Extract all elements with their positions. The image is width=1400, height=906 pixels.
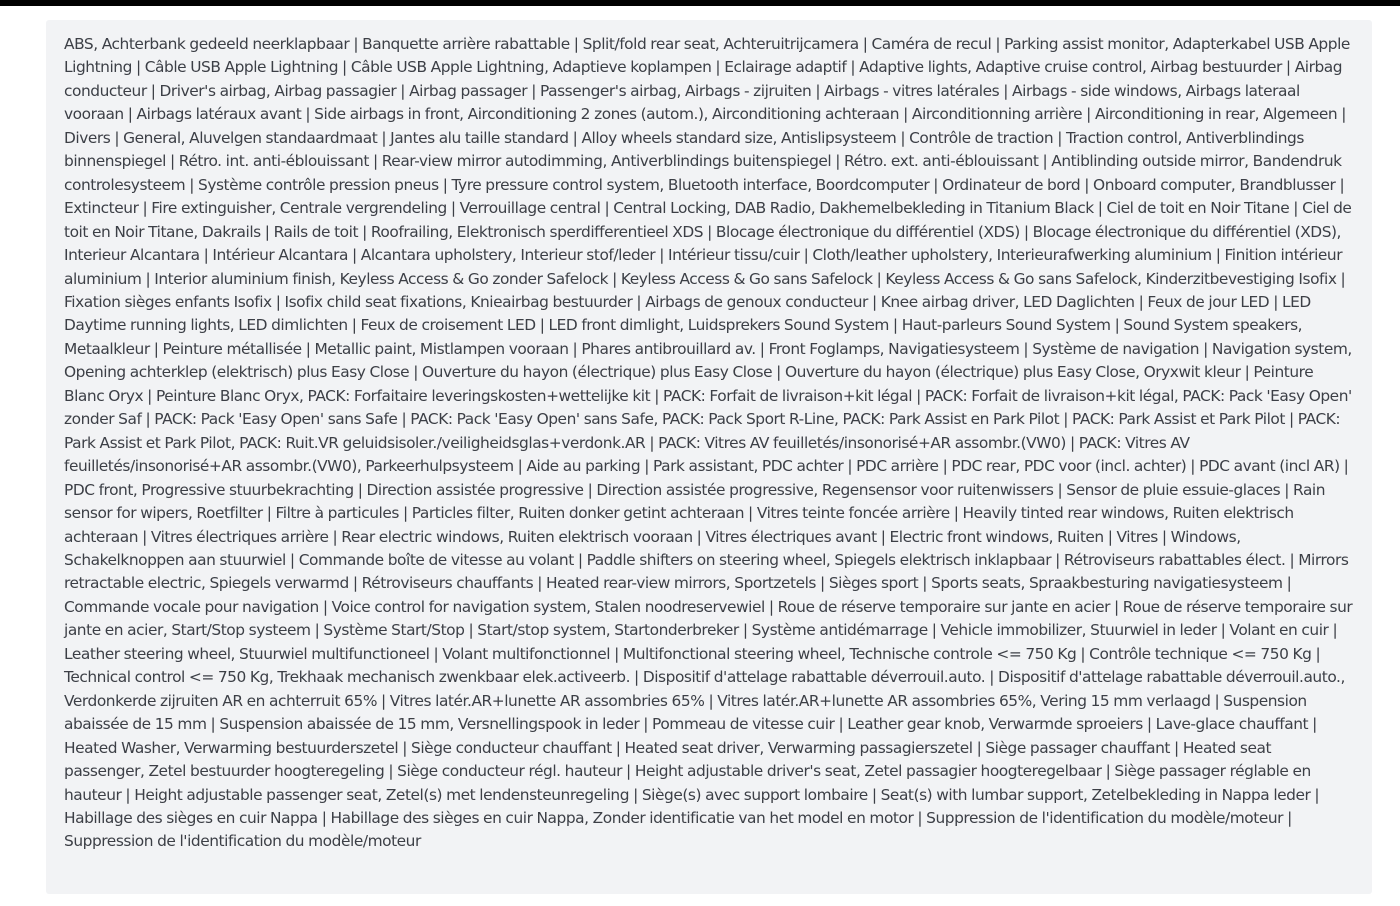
top-edge-bar xyxy=(0,0,1400,6)
equipment-list-text: ABS, Achterbank gedeeld neerklapbaar | Banquette arrière rabattable | Split/fold rear seat, Achteruitrijcamera | Caméra de recul | Parking assist monitor, Adapterkabel USB Apple Lightning | Câble USB Apple Lightning | Câble USB Apple Lightning, Adaptieve koplampen | Eclairage adaptif | Adaptive lights, Adaptive cruise control, Airbag bestuurder | Airbag conducteur | Driver's airbag, Airbag passagier | Airbag passager | Passenger's airbag, Airbags - zijruiten | Airbags - vitres latérales | Airbags - side windows, Airbags lateraal vooraan | Airbags latéraux avant | Side airbags in front, Airconditioning 2 zones (autom.), Airconditioning achteraan | Airconditionning arrière | Airconditioning in rear, Algemeen | Divers | General, Aluvelgen standaardmaat | Jantes alu taille standard | Alloy wheels standard size, Antislipsysteem | Contrôle de traction | Traction control, Antiverblindings binnenspiegel | Rétro. int. anti-éblouissant | Rear-view mirror autodimming, Antiverblindings buitenspiegel | Rétro. ext. anti-éblouissant | Antiblinding outside mirror, Bandendruk controlesysteem | Système contrôle pression pneus | Tyre pressure control system, Bluetooth interface, Boordcomputer | Ordinateur de bord | Onboard computer, Brandblusser | Extincteur | Fire extinguisher, Centrale vergrendeling | Verrouillage central | Central Locking, DAB Radio, Dakhemelbekleding in Titanium Black | Ciel de toit en Noir Titane | Ciel de toit en Noir Titane, Dakrails | Rails de toit | Roofrailing, Elektronisch sperdifferentieel XDS | Blocage électronique du différentiel (XDS) | Blocage électronique du différentiel (XDS), Interieur Alcantara | Intérieur Alcantara | Alcantara upholstery, Interieur stof/leder | Intérieur tissu/cuir | Cloth/leather upholstery, Interieurafwerking aluminium | Finition intérieur aluminium | Interior aluminium finish, Keyless Access & Go zonder Safelock | Keyless Access & Go sans Safelock | Keyless Access & Go sans Safelock, Kinderzitbevestiging Isofix | Fixation sièges enfants Isofix | Isofix child seat fixations, Knieairbag bestuurder | Airbags de genoux conducteur | Knee airbag driver, LED Daglichten | Feux de jour LED | LED Daytime running lights, LED dimlichten | Feux de croisement LED | LED front dimlight, Luidsprekers Sound System | Haut-parleurs Sound System | Sound System speakers, Metaalkleur | Peinture métallisée | Metallic paint, Mistlampen vooraan | Phares antibrouillard av. | Front Foglamps, Navigatiesysteem | Système de navigation | Navigation system, Opening achterklep (elektrisch) plus Easy Close | Ouverture du hayon (électrique) plus Easy Close | Ouverture du hayon (électrique) plus Easy Close, Oryxwit kleur | Peinture Blanc Oryx | Peinture Blanc Oryx, PACK: Forfaitaire leveringskosten+wettelijke kit | PACK: Forfait de livraison+kit légal | PACK: Forfait de livraison+kit légal, PACK: Pack 'Easy Open' zonder Saf | PACK: Pack 'Easy Open' sans Safe | PACK: Pack 'Easy Open' sans Safe, PACK: Pack Sport R-Line, PACK: Park Assist en Park Pilot | PACK: Park Assist et Park Pilot | PACK: Park Assist et Park Pilot, PACK: Ruit.VR geluidsisoler./veiligheidsglas+verdonk.AR | PACK: Vitres AV feuilletés/insonorisé+AR assombr.(VW0) | PACK: Vitres AV feuilletés/insonorisé+AR assombr.(VW0), Parkeerhulpsysteem | Aide au parking | Park assistant, PDC achter | PDC arrière | PDC rear, PDC voor (incl. achter) | PDC avant (incl AR) | PDC front, Progressive stuurbekrachting | Direction assistée progressive | Direction assistée progressive, Regensensor voor ruitenwissers | Sensor de pluie essuie-glaces | Rain sensor for wipers, Roetfilter | Filtre à particules | Particles filter, Ruiten donker getint achteraan | Vitres teinte foncée arrière | Heavily tinted rear windows, Ruiten elektrisch achteraan | Vitres électriques arrière | Rear electric windows, Ruiten elektrisch vooraan | Vitres électriques avant | Electric front windows, Ruiten | Vitres | Windows, Schakelknoppen aan stuurwiel | Commande boîte de vitesse au volant | Paddle shifters on steering wheel, Spiegels elektrisch inklapbaar | Rétroviseurs rabattables élect. | Mirrors retractable electric, Spiegels verwarmd | Rétroviseurs chauffants | Heated rear-view mirrors, Sportzetels | Sièges sport | Sports seats, Spraakbesturing navigatiesysteem | Commande vocale pour navigation | Voice control for navigation system, Stalen noodreservewiel | Roue de réserve temporaire sur jante en acier | Roue de réserve temporaire sur jante en acier, Start/Stop systeem | Système Start/Stop | Start/stop system, Startonderbreker | Système antidémarrage | Vehicle immobilizer, Stuurwiel in leder | Volant en cuir | Leather steering wheel, Stuurwiel multifunctioneel | Volant multifonctionnel | Multifonctional steering wheel, Technische controle <= 750 Kg | Contrôle technique <= 750 Kg | Technical control <= 750 Kg, Trekhaak mechanisch zwenkbaar elek.activeerb. | Dispositif d'attelage rabattable déverrouil.auto. | Dispositif d'attelage rabattable déverrouil.auto., Verdonkerde zijruiten AR en achterruit 65% | Vitres latér.AR+lunette AR assombries 65% | Vitres latér.AR+lunette AR assombries 65%, Vering 15 mm verlaagd | Suspension abaissée de 15 mm | Suspension abaissée de 15 mm, Versnellingspook in leder | Pommeau de vitesse cuir | Leather gear knob, Verwarmde sproeiers | Lave-glace chauffant | Heated Washer, Verwarming bestuurderszetel | Siège conducteur chauffant | Heated seat driver, Verwarming passagierszetel | Siège passager chauffant | Heated seat passenger, Zetel bestuurder hoogteregeling | Siège conducteur régl. hauteur | Height adjustable driver's seat, Zetel passagier hoogteregelbaar | Siège passager réglable en hauteur | Height adjustable passenger seat, Zetel(s) met lendensteunregeling | Siège(s) avec support lombaire | Seat(s) with lumbar support, Zetelbekleding in Nappa leder | Habillage des sièges en cuir Nappa | Habillage des sièges en cuir Nappa, Zonder identificatie van het model en motor | Suppression de l'identification du modèle/moteur | Suppression de l'identification du modèle/moteur xyxy=(64,35,1353,851)
equipment-panel xyxy=(46,20,1372,894)
